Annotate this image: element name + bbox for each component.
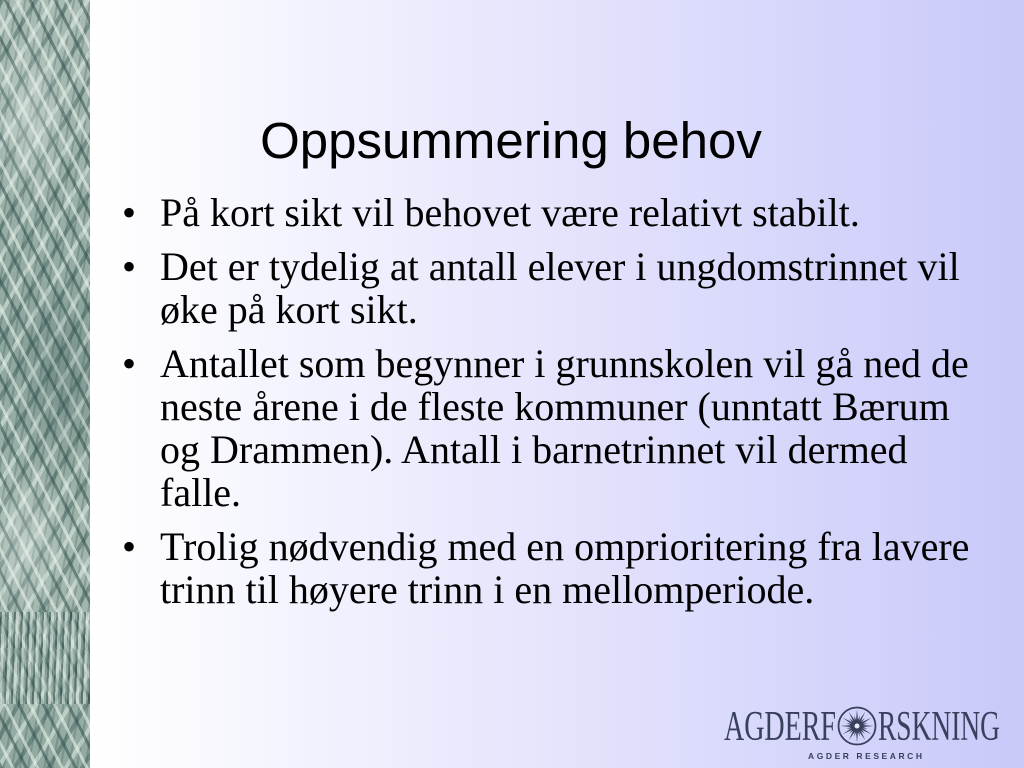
bullet-text-line: neste årene i de fleste kommuner (unntatt Bærum bbox=[160, 384, 950, 429]
bullet-item bbox=[122, 245, 1002, 331]
bullet-icon: • bbox=[122, 190, 137, 235]
bullet-text-line: og Drammen). Antall i barnetrinnet vil dermed bbox=[160, 427, 908, 472]
bullet-text-line: øke på kort sikt. bbox=[160, 287, 418, 332]
logo-wordmark-right: RSKNING bbox=[878, 704, 1000, 750]
bullet-text-line: trinn til høyere trinn i en mellomperiode. bbox=[160, 567, 815, 612]
bullet-text-line: Antallet som begynner i grunnskolen vil gå ned de bbox=[160, 341, 969, 386]
slide-title: Oppsummering behov bbox=[260, 112, 762, 169]
bullet-text-line: På kort sikt vil behovet være relativt stabilt. bbox=[160, 190, 860, 235]
bullet-item bbox=[122, 191, 1002, 234]
logo-tagline: AGDER RESEARCH bbox=[808, 751, 922, 761]
bullet-icon: • bbox=[122, 341, 137, 386]
bullet-text-line: Trolig nødvendig med en omprioritering fra lavere bbox=[160, 524, 970, 569]
bullet-icon: • bbox=[122, 524, 137, 569]
bullet-text-line: falle. bbox=[160, 470, 242, 515]
bullet-text-line: Det er tydelig at antall elever i ungdomstrinnet vil bbox=[160, 244, 960, 289]
logo-wordmark-left: AGDERF bbox=[724, 704, 836, 750]
bullet-icon: • bbox=[122, 244, 137, 289]
agderforskning-logo bbox=[720, 700, 1010, 764]
bullet-item bbox=[122, 525, 1002, 611]
bullet-list bbox=[122, 191, 1002, 611]
compass-rose-icon bbox=[839, 708, 876, 745]
decorative-image-ribs bbox=[0, 612, 90, 704]
bullet-item bbox=[122, 342, 1002, 514]
emblem-core bbox=[854, 723, 860, 729]
